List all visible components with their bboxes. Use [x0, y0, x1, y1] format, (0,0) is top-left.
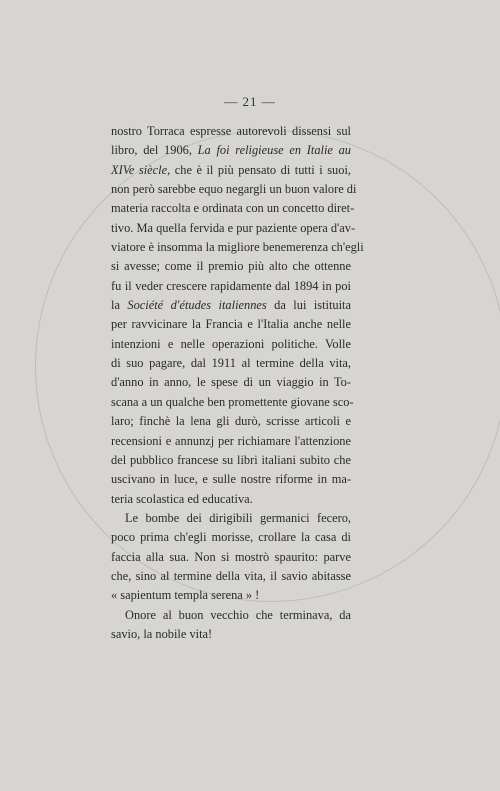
text-line: teria scolastica ed educativa. [111, 491, 253, 506]
text-line: Le bombe dei dirigibili germanici fecero, [125, 510, 351, 525]
text-line [111, 161, 351, 180]
text-fragment: la [111, 298, 128, 313]
page-number: — 21 — [224, 94, 276, 109]
text-line [111, 296, 351, 315]
text-line: recensioni e annunzj per richiamare l'attenzione [111, 433, 351, 448]
book-title-italic: La foi religieuse en Italie au [197, 143, 352, 158]
text-line: savio, la nobile vita! [111, 626, 213, 641]
text-line: faccia alla sua. Non si mostrò spaurito: parve [111, 549, 351, 564]
society-name-italic: Société d'études italiennes [127, 298, 267, 313]
text-line: materia raccolta e ordinata con un concetto diret- [111, 201, 355, 216]
text-line: d'anno in anno, le spese di un viaggio in To- [111, 375, 351, 390]
text-line: tivo. Ma quella fervida e pur paziente opera d'av- [111, 220, 356, 235]
text-line: del pubblico francese su libri italiani subito che [111, 452, 351, 467]
text-line: fu il veder crescere rapidamente dal 1894 in poi [111, 278, 351, 293]
text-line: viatore è insomma la migliore benemerenza ch'egli [111, 240, 364, 255]
text-line: di suo pagare, dal 1911 al termine della vita, [111, 356, 351, 371]
body-text [111, 122, 364, 644]
text-fragment: da lui istituita [266, 298, 351, 313]
text-line: non però sarebbe equo negargli un buon valore di [111, 182, 357, 197]
text-line: « sapientum templa serena » ! [111, 588, 260, 603]
text-line [111, 141, 351, 160]
text-line: scana a un qualche ben promettente giovane sco- [111, 394, 354, 409]
text-line: uscivano in luce, e sulle nostre riforme in ma- [111, 472, 351, 487]
text-line: che, sino al termine della vita, il savio abitasse [111, 568, 351, 583]
text-line: intenzioni e nelle operazioni politiche. Volle [111, 336, 351, 351]
text-line: nostro Torraca espresse autorevoli dissensi sul [111, 124, 351, 138]
book-title-italic-cont: XIVe siècle [111, 162, 168, 177]
text-line: laro; finchè la lena gli durò, scrisse articoli e [111, 414, 351, 429]
text-line: per ravvicinare la Francia e l'Italia anche nelle [111, 317, 351, 332]
text-fragment: , che è il più pensato di tutti i suoi, [167, 162, 351, 177]
text-fragment: libro, del 1906, [111, 143, 198, 158]
text-line: poco prima ch'egli morisse, crollare la casa di [111, 530, 351, 545]
text-line: si avesse; come il premio più alto che ottenne [111, 259, 351, 274]
text-line: Onore al buon vecchio che terminava, da [125, 607, 351, 622]
